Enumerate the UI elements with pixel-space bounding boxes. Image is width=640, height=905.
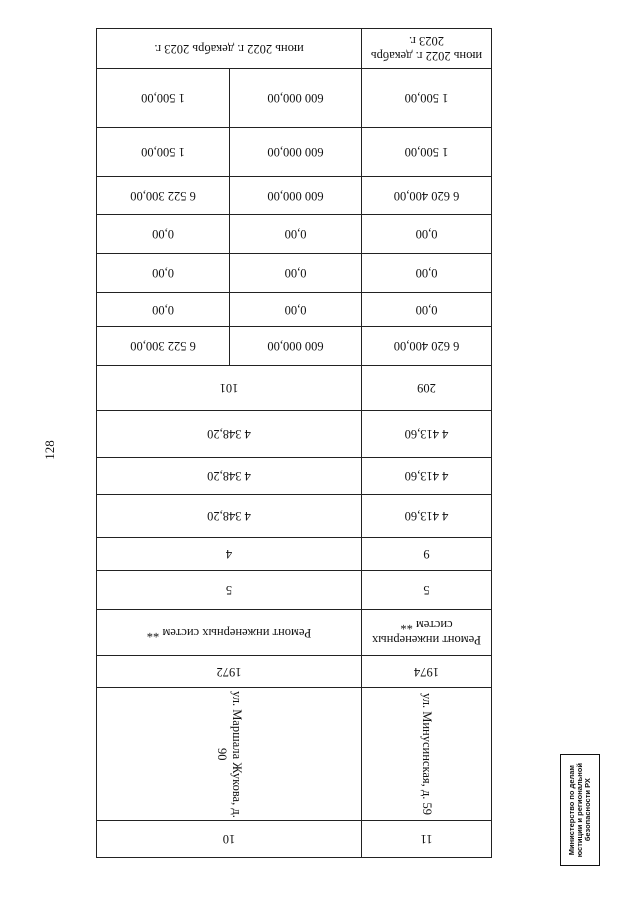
- area-premises-cell: 4 348,20: [96, 410, 362, 458]
- table-row: [361, 28, 492, 858]
- cost-per-m2-cell: 1 500,00: [96, 127, 230, 177]
- zero-cell: 0,00: [229, 253, 362, 293]
- zero-cell: 0,00: [361, 214, 492, 254]
- row-number: 10: [96, 820, 362, 858]
- records-table: [96, 28, 492, 858]
- cost-per-m2-cell: 1 500,00: [361, 127, 492, 177]
- area-premises-cell: 4 413,60: [361, 410, 492, 458]
- period-cell: июнь 2022 г. декабрь 2023 г.: [361, 28, 492, 69]
- address-cell: ул. Минусинская, д. 59: [361, 687, 492, 821]
- cost-fund-cell: 6 620 400,00: [361, 176, 492, 215]
- address-cell: ул. Маршала Жукова, д. 90: [96, 687, 362, 821]
- zero-cell: 0,00: [229, 292, 362, 327]
- area-living-cell: 4 348,20: [96, 457, 362, 495]
- cost-total-cell: 600 000,00: [229, 326, 362, 366]
- zero-cell: 0,00: [96, 292, 230, 327]
- area-total-cell: 4 413,60: [361, 494, 492, 538]
- area-total-cell: 4 348,20: [96, 494, 362, 538]
- entrances-cell: 4: [96, 537, 362, 571]
- year-cell: 1972: [96, 655, 362, 688]
- work-cell: Ремонт инженерных систем **: [96, 609, 362, 656]
- zero-cell: 0,00: [229, 214, 362, 254]
- cost-fund-cell: 600 000,00: [229, 176, 362, 215]
- area-living-cell: 4 413,60: [361, 457, 492, 495]
- residents-cell: 101: [96, 365, 362, 411]
- entrances-cell: 9: [361, 537, 492, 571]
- floors-cell: 5: [361, 570, 492, 610]
- cost-limit-cell: 600 000,00: [229, 68, 362, 128]
- zero-cell: 0,00: [361, 292, 492, 327]
- residents-cell: 209: [361, 365, 492, 411]
- period-cell: июнь 2022 г. декабрь 2023 г.: [96, 28, 362, 69]
- year-cell: 1974: [361, 655, 492, 688]
- cost-limit-cell: 1 500,00: [361, 68, 492, 128]
- cost-limit-cell: 1 500,00: [96, 68, 230, 128]
- page-number: 128: [42, 440, 57, 460]
- zero-cell: 0,00: [96, 253, 230, 293]
- ministry-stamp: Министерство по делам юстиции и региональной безопасности РХ: [560, 754, 600, 866]
- zero-cell: 0,00: [96, 214, 230, 254]
- floors-cell: 5: [96, 570, 362, 610]
- cost-total-cell: 6 620 400,00: [361, 326, 492, 366]
- zero-cell: 0,00: [361, 253, 492, 293]
- row-number: 11: [361, 820, 492, 858]
- work-cell: Ремонт инженерных систем **: [361, 609, 492, 656]
- cost-per-m2-cell: 600 000,00: [229, 127, 362, 177]
- cost-total-cell: 6 522 300,00: [96, 326, 230, 366]
- table-row: [96, 28, 362, 858]
- cost-fund-cell: 6 522 300,00: [96, 176, 230, 215]
